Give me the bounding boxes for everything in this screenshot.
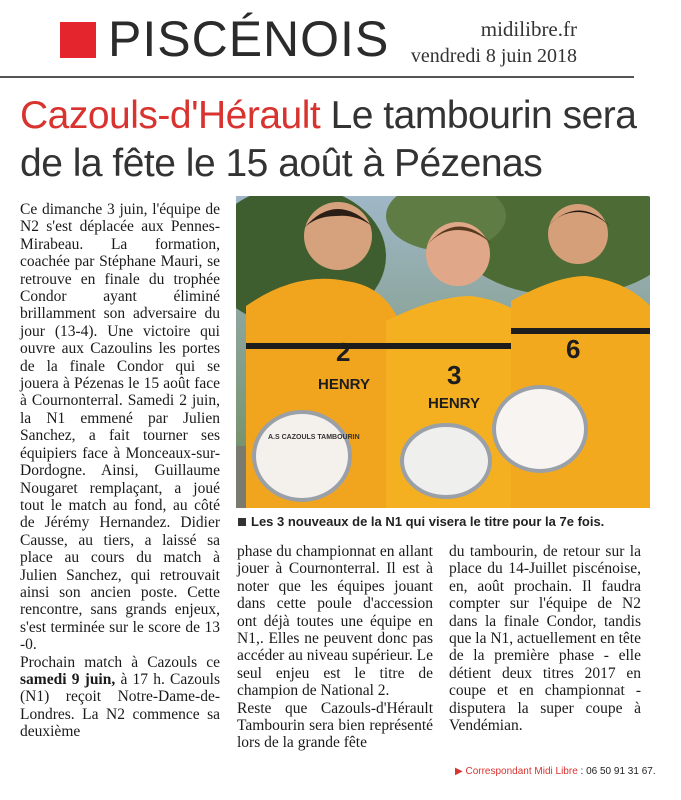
article-paragraph: Reste que Cazouls-d'Hérault Tambourin sera bien représenté lors de la grande fête — [237, 699, 433, 752]
match-date: samedi 9 juin, — [20, 670, 116, 688]
photo-caption — [238, 514, 648, 529]
jersey-sponsor: HENRY — [428, 395, 480, 412]
article-column-3 — [449, 543, 641, 734]
page-header — [0, 0, 681, 78]
headline — [20, 92, 640, 188]
article-paragraph — [20, 654, 220, 741]
article-column-2 — [237, 543, 433, 752]
correspondent-credit — [455, 766, 656, 777]
article-paragraph: du tambourin, de retour sur la place du 14-Juillet piscénoise, en, août prochain. Il faudra compter sur l'équipe de N2 dans la finale Condor, tandis que la N1, actuellement en tête de la première phase - elle détient deux titres 2017 en coupe et en championnat - disputera la super coupe à Vendémian. — [449, 543, 641, 735]
jersey-number: 2 — [336, 337, 351, 367]
team-photo — [236, 196, 650, 508]
jersey-number: 6 — [566, 334, 581, 364]
jersey-sponsor: HENRY — [318, 376, 370, 393]
article-column-1 — [20, 201, 220, 741]
header-rule — [0, 76, 634, 78]
publication-date: vendredi 8 juin 2018 — [410, 45, 577, 67]
headline-title: Le tambourin sera de la fête le 15 août à Pézenas — [20, 94, 637, 185]
caption-bullet — [238, 518, 246, 526]
text-run: à 17 h. Cazouls (N1) reçoit Notre-Dame-de-Londres. La N2 commence sa deuxième — [20, 670, 220, 741]
article-paragraph: Ce dimanche 3 juin, l'équipe de N2 s'est déplacée aux Pennes-Mirabeau. La formation, coachée par Stéphane Mauri, se retrouve en finale du trophée Condor ayant éliminé brillamment son adversaire du jour (13-4). Une victoire qui ouvre aux Cazoulins les portes de la finale Condor qui se jouera à Pézenas le 15 août face à Cournonterral. Samedi 2 juin, la N1 emmené par Julien Sanchez, a fait tourner ses équipiers face à Monceaux-sur-Dordogne. Ainsi, Guillaume Nougaret remplaçant, a joué tout le match au fond, au côté de Jérémy Hernandez. Didier Causse, au tiers, a laissé sa place au cours du match à Julien Sanchez, qui retrouvait ainsi son ancien poste. Cette rencontre, sans grands enjeux, s'est terminée sur le score de 13 -0. — [20, 201, 220, 654]
credit-label-text: Correspondant Midi Libre — [465, 766, 578, 777]
section-title: PISCÉNOIS — [108, 11, 390, 67]
caption-text: Les 3 nouveaux de la N1 qui visera le titre pour la 7e fois. — [251, 514, 605, 529]
credit-phone: : 06 50 91 31 67. — [580, 766, 656, 777]
section-marker — [60, 22, 96, 58]
jersey-number: 3 — [447, 360, 462, 390]
site-name: midilibre.fr — [480, 17, 577, 41]
text-run: Prochain match à Cazouls ce — [20, 653, 220, 671]
trophy-label: A.S CAZOULS TAMBOURIN — [268, 434, 360, 441]
credit-label: ▶ Correspondant Midi Libre — [455, 766, 578, 777]
article-paragraph: phase du championnat en allant jouer à Cournonterral. Il est à noter que les équipes jouant dans cette poule d'accession ont déjà toutes une équipe en N1,. Elles ne peuvent donc pas accéder au niveau supérieur. Le seul enjeu est le titre de champion de National 2. — [237, 543, 433, 700]
headline-kicker: Cazouls-d'Hérault — [20, 94, 321, 137]
